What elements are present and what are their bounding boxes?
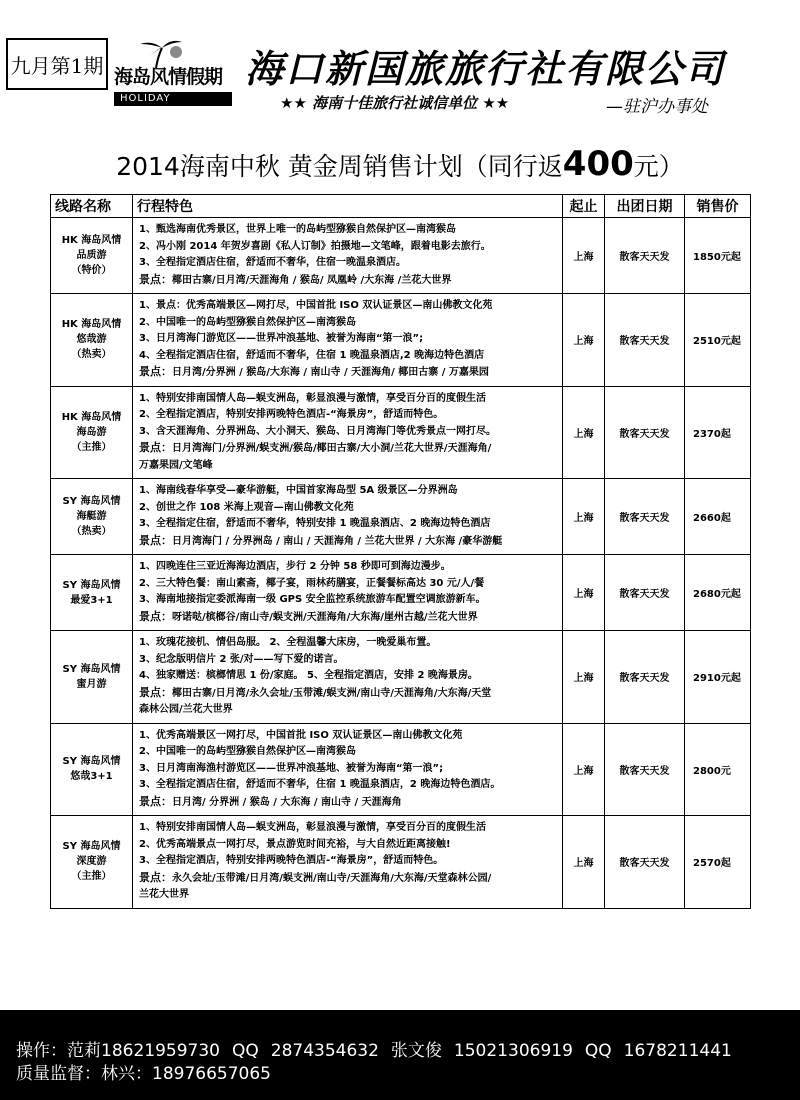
route-name <box>51 723 133 816</box>
route-features <box>133 723 563 816</box>
route-date: 散客天天发 <box>605 816 685 909</box>
sales-plan-table <box>50 194 751 909</box>
sights-line <box>139 702 556 719</box>
sights-line <box>139 364 556 382</box>
route-features <box>133 479 563 555</box>
route-from: 上海 <box>563 479 605 555</box>
quality-phone: 18976657065 <box>152 1064 271 1084</box>
page-title <box>0 144 800 184</box>
table-row <box>51 816 751 909</box>
route-from: 上海 <box>563 631 605 724</box>
route-date: 散客天天发 <box>605 479 685 555</box>
feature-line: 1、特别安排南国情人岛—蜈支洲岛，彰显浪漫与激情，享受百分百的度假生活 <box>139 392 486 404</box>
footer-line-quality <box>16 1059 271 1084</box>
route-name-line: 最爱3+1 <box>70 594 113 606</box>
feature-line: 3、全程指定酒店住宿，舒适而不奢华，住宿 1 晚温泉酒店，2 晚海边特色酒店。 <box>139 779 501 790</box>
route-name-line: 悠哉3+1 <box>70 771 113 783</box>
feature-line: 3、日月湾海门游览区——世界冲浪基地、被誉为海南“第一浪”; <box>139 333 424 344</box>
title-amount: 400 <box>562 144 634 184</box>
title-main: 2014海南中秋 黄金周销售计划（同行返 <box>116 152 563 181</box>
company-name: 海口新国旅旅行社有限公司 <box>245 46 726 91</box>
route-price: 2660起 <box>685 479 751 555</box>
table-row <box>51 555 751 631</box>
sights-line <box>139 685 556 703</box>
sights-text: 椰田古寨/日月湾/永久会址/玉带滩/蜈支洲/南山寺/天涯海角/大东海/天堂 <box>172 687 492 699</box>
header-route-name: 线路名称 <box>51 195 133 218</box>
feature-line: 3、全程指定住宿，舒适而不奢华，特别安排 1 晚温泉酒店、2 晚海边特色酒店 <box>139 518 491 529</box>
slogan: ★★ 海南十佳旅行社诚信单位 ★★ <box>280 94 510 112</box>
brand-logo <box>110 44 240 114</box>
qq2-label: QQ <box>584 1041 612 1061</box>
feature-line: 3、日月湾南海渔村游览区——世界冲浪基地、被誉为海南“第一浪”; <box>139 762 444 774</box>
header-price: 销售价 <box>685 195 751 218</box>
route-name <box>51 816 133 909</box>
contact2-phone: 15021306919 <box>453 1041 573 1061</box>
table-row <box>51 294 751 387</box>
quality-label: 质量监督：林兴： <box>16 1064 152 1084</box>
route-date: 散客天天发 <box>605 555 685 631</box>
sights-line <box>139 272 556 290</box>
route-name-line: 海艇游 <box>76 511 107 522</box>
feature-line: 3、全程指定酒店，特别安排两晚特色酒店-“海景房”，舒适而特色。 <box>139 855 444 866</box>
sights-label: 景点： <box>139 794 172 808</box>
route-features <box>133 218 563 294</box>
sights-text: 日月湾海门/分界洲/蜈支洲/猴岛/椰田古寨/大小洞/兰花大世界/天涯海角/ <box>172 443 492 454</box>
route-price: 2910元起 <box>685 631 751 724</box>
feature-line: 1、四晚连住三亚近海海边酒店，步行 2 分钟 58 秒即可到海边漫步。 <box>139 561 451 572</box>
route-name <box>51 631 133 724</box>
table-row <box>51 631 751 724</box>
route-name <box>51 386 133 479</box>
sights-line <box>139 870 556 888</box>
issue-label: 九月第1期 <box>6 38 108 90</box>
table-row <box>51 479 751 555</box>
route-price: 2370起 <box>685 386 751 479</box>
sights-line <box>139 458 556 475</box>
route-from: 上海 <box>563 555 605 631</box>
route-date: 散客天天发 <box>605 218 685 294</box>
table-row <box>51 218 751 294</box>
sights-text: 日月湾/ 分界洲 / 猴岛 / 大东海 / 南山寺 / 天涯海角 <box>172 796 402 808</box>
feature-line: 1、海南线春华享受—豪华游艇，中国首家海岛型 5A 级景区—分界洲岛 <box>139 485 458 496</box>
route-name-line: （主推） <box>71 441 112 453</box>
route-price: 2570起 <box>685 816 751 909</box>
route-date: 散客天天发 <box>605 723 685 816</box>
sights-text: 森林公园/兰花大世界 <box>139 704 233 715</box>
table-row <box>51 723 751 816</box>
route-date: 散客天天发 <box>605 386 685 479</box>
route-features <box>133 555 563 631</box>
route-name-line: 蜜月游 <box>76 678 107 690</box>
header-from: 起止 <box>563 195 605 218</box>
footer-line-operators <box>16 1036 732 1061</box>
office-label: —驻沪办事处 <box>606 97 708 117</box>
sights-line <box>139 533 556 551</box>
table-row <box>51 386 751 479</box>
route-name-line: HK 海岛风情 <box>61 411 122 423</box>
feature-line: 1、甄选海南优秀景区，世界上唯一的岛屿型猕猴自然保护区—南湾猴岛 <box>139 224 456 235</box>
sights-label: 景点： <box>139 685 172 699</box>
sights-text: 呀诺哒/槟榔谷/南山寺/蜈支洲/天涯海角/大东海/崖州古越/兰花大世界 <box>172 611 478 623</box>
feature-line: 1、景点：优秀高端景区—网打尽，中国首批 ISO 双认证景区—南山佛教文化苑 <box>139 300 493 311</box>
feature-line: 2、优秀高端景点一网打尽，景点游览时间充裕，与大自然近距离接触! <box>139 838 451 850</box>
feature-line: 1、优秀高端景区一网打尽，中国首批 ISO 双认证景区—南山佛教文化苑 <box>139 729 463 741</box>
table-header-row <box>51 195 751 218</box>
feature-line: 4、独家赠送：槟榔情思 1 份/家庭。 5、全程指定酒店，安排 2 晚海景房。 <box>139 670 478 681</box>
feature-line: 2、冯小刚 2014 年贺岁喜剧《私人订制》拍摄地—文笔峰，跟着电影去旅行。 <box>139 240 491 252</box>
header <box>0 0 800 130</box>
route-features <box>133 386 563 479</box>
route-name <box>51 479 133 555</box>
route-name-line: SY 海岛风情 <box>62 496 121 507</box>
route-price: 1850元起 <box>685 218 751 294</box>
route-name-line: 海岛游 <box>76 426 107 438</box>
route-name <box>51 218 133 294</box>
sights-text: 椰田古寨/日月湾/天涯海角 / 猴岛/ 凤凰岭 /大东海 /兰花大世界 <box>172 274 452 286</box>
route-from: 上海 <box>563 294 605 387</box>
route-from: 上海 <box>563 386 605 479</box>
header-date: 出团日期 <box>605 195 685 218</box>
sights-label: 景点： <box>139 441 172 454</box>
route-price: 2680元起 <box>685 555 751 631</box>
route-name-line: SY 海岛风情 <box>62 663 121 675</box>
title-suffix: 元） <box>633 152 684 181</box>
feature-line: 2、创世之作 108 米海上观音—南山佛教文化苑 <box>139 501 354 513</box>
route-name-line: 品质游 <box>76 250 107 261</box>
route-from: 上海 <box>563 816 605 909</box>
sights-label: 景点： <box>139 609 172 623</box>
route-price: 2800元 <box>685 723 751 816</box>
route-name-line: SY 海岛风情 <box>62 579 121 591</box>
route-date: 散客天天发 <box>605 631 685 724</box>
route-features <box>133 294 563 387</box>
route-name-line: SY 海岛风情 <box>62 841 121 853</box>
qq1-number: 2874354632 <box>270 1041 379 1061</box>
sights-label: 景点： <box>139 533 172 547</box>
route-name-line: HK 海岛风情 <box>61 235 122 246</box>
header-features: 行程特色 <box>133 195 563 218</box>
sights-text: 永久会址/玉带滩/日月湾/蜈支洲/南山寺/天涯海角/大东海/天堂森林公园/ <box>172 872 492 884</box>
sights-text: 日月湾/分界洲 / 猴岛/大东海 / 南山寺 / 天涯海角/ 椰田古寨 / 万嘉果园 <box>172 367 489 378</box>
route-name-line: （主推） <box>71 871 112 883</box>
sights-text: 万嘉果园/文笔峰 <box>139 459 213 471</box>
sights-line <box>139 440 556 458</box>
route-name-line: （热卖） <box>71 526 112 537</box>
sights-line <box>139 794 556 812</box>
feature-line: 2、中国唯一的岛屿型猕猴自然保护区—南湾猴岛 <box>139 746 356 757</box>
feature-line: 2、全程指定酒店，特别安排两晚特色酒店-“海景房”，舒适而特色。 <box>139 409 444 420</box>
route-name-line: （热卖） <box>71 349 112 361</box>
route-date: 散客天天发 <box>605 294 685 387</box>
sights-line <box>139 887 556 904</box>
route-name-line: 悠哉游 <box>76 334 107 346</box>
feature-line: 4、全程指定酒店住宿，舒适而不奢华，住宿 1 晚温泉酒店,2 晚海边特色酒店 <box>139 349 485 361</box>
sights-label: 景点： <box>139 870 172 884</box>
feature-line: 1、特别安排南国情人岛—蜈支洲岛，彰显浪漫与激情，享受百分百的度假生活 <box>139 822 486 833</box>
feature-line: 3、全程指定酒店住宿，舒适而不奢华，住宿一晚温泉酒店。 <box>139 257 406 268</box>
route-features <box>133 631 563 724</box>
operator-phone: 18621959730 <box>101 1041 220 1061</box>
footer-contact <box>0 1010 800 1100</box>
feature-line: 2、中国唯一的岛屿型猕猴自然保护区—南湾猴岛 <box>139 316 356 328</box>
route-from: 上海 <box>563 218 605 294</box>
feature-line: 3、海南地接指定委派海南一级 GPS 安全监控系统旅游车配置空调旅游新车。 <box>139 594 486 605</box>
sights-line <box>139 609 556 627</box>
feature-line: 3、含天涯海角、分界洲岛、大小洞天、猴岛、日月湾海门等优秀景点一网打尽。 <box>139 425 496 437</box>
feature-line: 2、三大特色餐：南山素斋，椰子宴，雨林药膳宴，正餐餐标高达 30 元/人/餐 <box>139 577 485 589</box>
route-name <box>51 294 133 387</box>
qq1-label: QQ <box>231 1041 259 1061</box>
route-name-line: SY 海岛风情 <box>62 756 121 768</box>
operator-label: 操作：范莉 <box>16 1041 101 1061</box>
feature-line: 1、玫瑰花接机、情侣岛服。 2、全程温馨大床房，一晚爱巢布置。 <box>139 637 437 648</box>
sights-label: 景点： <box>139 365 172 378</box>
contact2-name: 张文俊 <box>390 1041 442 1061</box>
route-name <box>51 555 133 631</box>
logo-text: 海岛风情假期 <box>114 66 223 88</box>
route-from: 上海 <box>563 723 605 816</box>
feature-line: 3、纪念版明信片 2 张/对——写下爱的诺言。 <box>139 653 344 665</box>
table-body <box>51 218 751 909</box>
route-features <box>133 816 563 909</box>
sights-text: 日月湾海门 / 分界洲岛 / 南山 / 天涯海角 / 兰花大世界 / 大东海 /豪华游艇 <box>172 535 503 547</box>
route-name-line: HK 海岛风情 <box>61 319 122 331</box>
qq2-number: 1678211441 <box>623 1041 732 1061</box>
route-price: 2510元起 <box>685 294 751 387</box>
sights-label: 景点： <box>139 272 172 286</box>
route-name-line: 深度游 <box>76 856 107 868</box>
sights-text: 兰花大世界 <box>139 889 189 900</box>
route-name-line: （特价） <box>71 265 112 276</box>
logo-subtitle: HOLIDAY <box>114 92 232 106</box>
